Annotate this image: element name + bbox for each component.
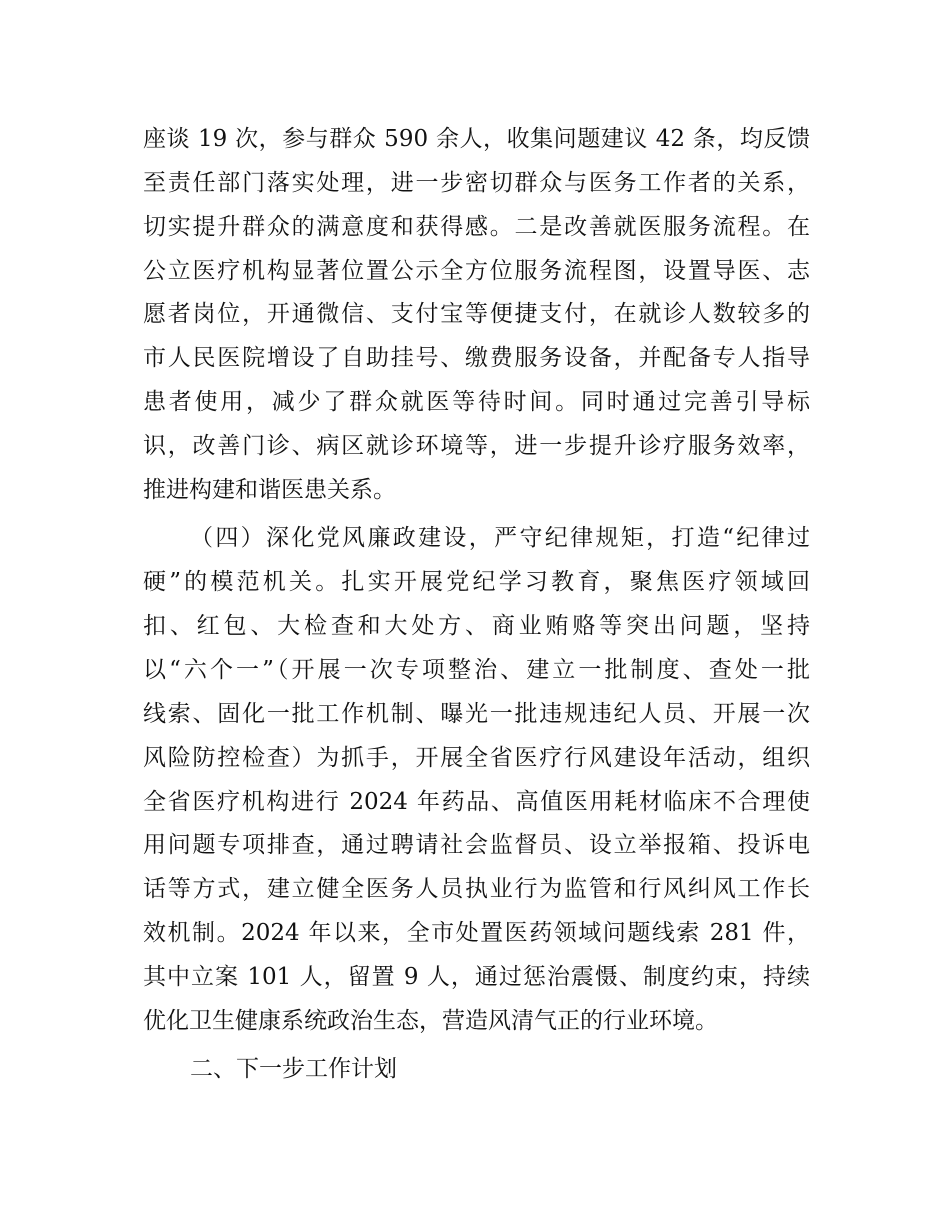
text-line: 扣、红包、大检查和大处方、商业贿赂等突出问题，坚持 bbox=[143, 613, 810, 639]
text-line: 其中立案 101 人，留置 9 人，通过惩治震慑、制度约束，持续 bbox=[143, 964, 810, 990]
text-line: 识，改善门诊、病区就诊环境等，进一步提升诊疗服务效率， bbox=[143, 433, 810, 459]
text-line: 硬”的模范机关。扎实开展党纪学习教育，聚焦医疗领域回 bbox=[143, 569, 810, 595]
text-line: 全省医疗机构进行 2024 年药品、高值医用耗材临床不合理使 bbox=[143, 789, 810, 815]
text-line: 效机制。2024 年以来，全市处置医药领域问题线索 281 件， bbox=[143, 920, 810, 946]
text-line: 座谈 19 次，参与群众 590 余人，收集问题建议 42 条，均反馈 bbox=[143, 126, 810, 152]
text-line: 公立医疗机构显著位置公示全方位服务流程图，设置导医、志 bbox=[143, 258, 810, 284]
text-line: 优化卫生健康系统政治生态，营造风清气正的行业环境。 bbox=[143, 1008, 718, 1034]
text-line: 用问题专项排查，通过聘请社会监督员、设立举报箱、投诉电 bbox=[143, 832, 810, 858]
text-line: 线索、固化一批工作机制、曝光一批违规违纪人员、开展一次 bbox=[143, 701, 810, 727]
section-heading: 二、下一步工作计划 bbox=[190, 1056, 397, 1082]
text-line: 患者使用，减少了群众就医等待时间。同时通过完善引导标 bbox=[143, 389, 810, 415]
text-line: 风险防控检查）为抓手，开展全省医疗行风建设年活动，组织 bbox=[143, 745, 810, 771]
text-line: 愿者岗位，开通微信、支付宝等便捷支付，在就诊人数较多的 bbox=[143, 301, 810, 327]
text-line: （四）深化党风廉政建设，严守纪律规矩，打造“纪律过 bbox=[190, 525, 810, 551]
text-line: 推进构建和谐医患关系。 bbox=[143, 477, 396, 503]
text-line: 话等方式，建立健全医务人员执业行为监管和行风纠风工作长 bbox=[143, 876, 810, 902]
text-line: 市人民医院增设了自助挂号、缴费服务设备，并配备专人指导 bbox=[143, 345, 810, 371]
text-line: 至责任部门落实处理，进一步密切群众与医务工作者的关系， bbox=[143, 170, 810, 196]
text-line: 以“六个一”（开展一次专项整治、建立一批制度、查处一批 bbox=[143, 657, 810, 683]
text-line: 切实提升群众的满意度和获得感。二是改善就医服务流程。在 bbox=[143, 214, 810, 240]
